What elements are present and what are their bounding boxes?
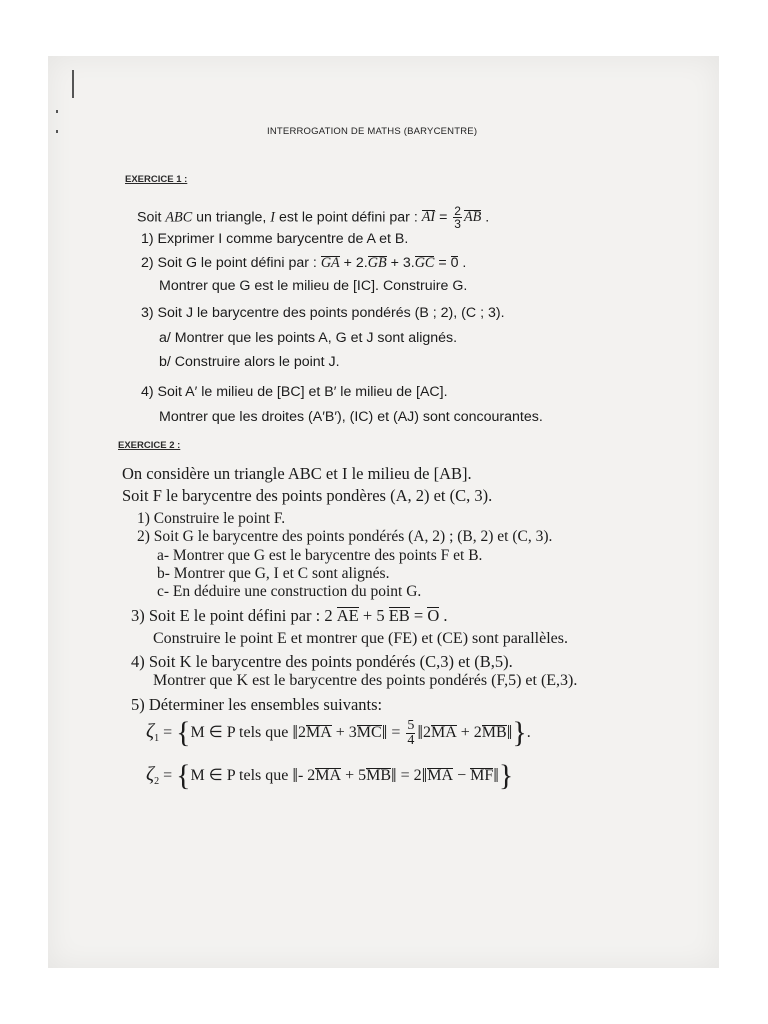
close-brace: } <box>512 716 527 749</box>
vector-ga: GA <box>320 255 340 271</box>
open-brace: { <box>176 716 191 749</box>
operator: + 3. <box>386 255 415 271</box>
period: . <box>458 255 467 271</box>
coefficient: - 2 <box>297 767 316 784</box>
exercise-2-heading: EXERCICE 2 : <box>118 440 181 451</box>
fraction-2-3 <box>453 205 462 230</box>
vector-ma: MA <box>305 724 332 741</box>
numerator: 2 <box>454 204 461 218</box>
binder-mark <box>72 70 74 98</box>
exercise-1-question-3a: a/ Montrer que les points A, G et J sont alignés. <box>159 330 458 346</box>
equals: = <box>434 255 451 271</box>
vector-ma: MA <box>430 724 457 741</box>
exercise-2-question-4-line-2: Montrer que K est le barycentre des points pondérés (F,5) et (E,3). <box>153 672 578 689</box>
exercise-1-question-2 <box>141 255 466 272</box>
zeta-subscript: 2 <box>154 776 160 788</box>
vector-mb: MB <box>366 767 392 784</box>
vector-ma: MA <box>315 767 342 784</box>
open-brace: { <box>176 759 191 792</box>
equals: = <box>159 724 177 741</box>
fraction-5-4 <box>406 719 415 748</box>
norm-bar: ‖ <box>493 765 499 787</box>
exercise-2-question-5: 5) Déterminer les ensembles suivants: <box>131 695 383 714</box>
equals: = <box>409 606 428 625</box>
exercise-2-question-1: 1) Construire le point F. <box>137 510 286 527</box>
point-i: I <box>270 209 276 226</box>
exercise-2-question-4: 4) Soit K le barycentre des points pondérés (C,3) et (B,5). <box>131 652 513 671</box>
operator: + 2. <box>339 255 368 271</box>
operator: + 5 <box>358 606 389 625</box>
operator: + 2 <box>456 724 482 741</box>
exercise-2-question-2: 2) Soit G le barycentre des points pondérés (A, 2) ; (B, 2) et (C, 3). <box>137 528 553 545</box>
zeta-subscript: 1 <box>154 733 160 745</box>
intro-text: est le point défini par : <box>275 209 422 226</box>
equals: = 2 <box>396 767 422 784</box>
set-condition: M ∈ P tels que <box>190 724 293 741</box>
denominator: 4 <box>407 732 415 748</box>
period: . <box>439 606 448 625</box>
vector-gb: GB <box>367 255 387 271</box>
question-text: 2) Soit G le point défini par : <box>141 255 321 271</box>
set-zeta-2 <box>146 759 513 793</box>
vector-ab: AB <box>463 209 482 226</box>
norm-bar: ‖ <box>292 722 298 744</box>
norm-bar: ‖ <box>292 765 298 787</box>
vector-eb: EB <box>388 606 410 625</box>
intro-text: Soit <box>137 209 166 226</box>
exercise-2-line-1: On considère un triangle ABC et I le milieu de [AB]. <box>122 464 472 483</box>
binder-mark <box>56 110 58 113</box>
exercise-1-question-4: 4) Soit A′ le milieu de [BC] et B′ le milieu de [AC]. <box>141 384 448 400</box>
period: . <box>481 209 490 226</box>
binder-mark <box>56 130 58 133</box>
zero-vector: O <box>427 606 440 625</box>
set-condition: M ∈ P tels que <box>190 767 293 784</box>
period: . <box>526 724 531 741</box>
zeta-symbol: ζ <box>146 763 155 785</box>
equals: = <box>159 767 177 784</box>
coefficient: 2 <box>297 724 306 741</box>
norm-bar: ‖ <box>421 765 428 787</box>
exercise-2-question-2b: b- Montrer que G, I et C sont alignés. <box>157 565 390 582</box>
vector-mc: MC <box>356 724 382 741</box>
exercise-2-question-2a: a- Montrer que G est le barycentre des points F et B. <box>157 547 483 564</box>
norm-bar: ‖ <box>417 722 423 744</box>
exercise-1-intro <box>137 205 489 230</box>
exercise-2-line-2: Soit F le barycentre des points pondères (A, 2) et (C, 3). <box>122 486 493 505</box>
norm-bar: ‖ <box>391 765 397 787</box>
exercise-1-question-3b: b/ Construire alors le point J. <box>159 354 340 370</box>
set-zeta-1 <box>146 716 531 750</box>
norm-bar: ‖ <box>381 722 388 744</box>
zeta-symbol: ζ <box>146 720 155 742</box>
exercise-2-question-3-line-2: Construire le point E et montrer que (FE) et (CE) sont parallèles. <box>153 630 568 647</box>
vector-ma: MA <box>427 767 454 784</box>
exercise-1-question-4-line-2: Montrer que les droites (A′B′), (IC) et (AJ) sont concourantes. <box>159 409 543 425</box>
page-title: INTERROGATION DE MATHS (BARYCENTRE) <box>267 126 478 137</box>
equals: = <box>435 209 452 226</box>
intro-text: un triangle, <box>192 209 271 226</box>
numerator: 5 <box>407 717 415 733</box>
vector-mb: MB <box>481 724 507 741</box>
close-brace: } <box>498 759 514 792</box>
exercise-1-question-1: 1) Exprimer I comme barycentre de A et B. <box>141 231 409 247</box>
exercise-1-question-2-line-2: Montrer que G est le milieu de [IC]. Construire G. <box>159 278 468 294</box>
equals: = <box>387 724 405 741</box>
coefficient: 2 <box>422 724 431 741</box>
zero-vector: 0 <box>450 255 459 271</box>
exercise-2-question-3 <box>131 606 448 626</box>
operator: + 5 <box>341 767 367 784</box>
norm-bar: ‖ <box>506 722 513 744</box>
vector-ai: AI <box>421 209 436 226</box>
exercise-2-question-2c: c- En déduire une construction du point G. <box>157 583 422 600</box>
vector-mf: MF <box>470 767 494 784</box>
triangle-name: ABC <box>165 209 193 226</box>
exercise-1-heading: EXERCICE 1 : <box>125 174 188 185</box>
denominator: 3 <box>454 217 461 231</box>
exercise-1-question-3: 3) Soit J le barycentre des points pondérés (B ; 2), (C ; 3). <box>141 305 505 321</box>
vector-ae: AE <box>336 606 359 625</box>
vector-gc: GC <box>414 255 435 271</box>
question-text: 3) Soit E le point défini par : 2 <box>131 606 337 625</box>
operator: − <box>453 767 471 784</box>
operator: + 3 <box>331 724 357 741</box>
